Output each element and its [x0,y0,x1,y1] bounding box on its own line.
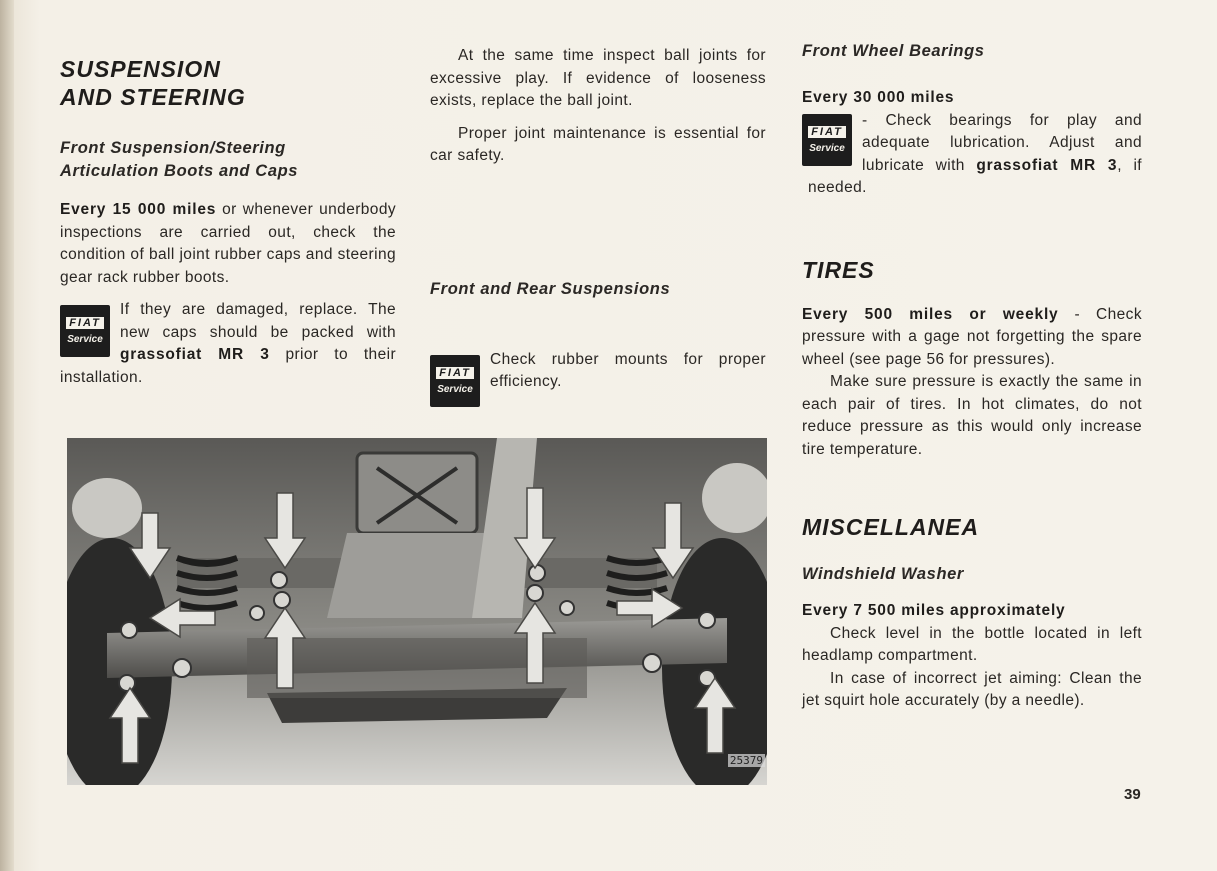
boots-check-paragraph [60,199,396,289]
fiat-service-badge [802,114,852,166]
column-middle [430,45,766,409]
interval-30000: Every 30 000 miles [802,89,955,106]
bearings-block [802,87,1142,200]
page-number: 39 [1124,786,1141,803]
washer-level-paragraph: Check level in the bottle located in left headlamp compartment. [802,624,1142,664]
product-grassofiat: grassofiat MR 3 [976,156,1118,174]
service-note-mounts [430,349,766,394]
book-spine [0,0,14,871]
caps-text-b: prior to their installation. [60,346,396,386]
tires-check-text: - Check pressure with a gage not forgetting the spare wheel (see page 56 for pressures). [802,305,1142,368]
subhead-front-rear-suspensions: Front and Rear Suspensions [430,279,671,298]
section-title-tires: TIRES [802,256,875,283]
fiat-service-badge [430,355,480,407]
mounts-check-text: Check rubber mounts for proper efficiency. [490,350,766,390]
interval-7500: Every 7 500 miles approximately [802,602,1066,619]
service-label: Service [809,142,845,154]
section-title-miscellanea: MISCELLANEA [802,514,980,540]
subhead-windshield-washer: Windshield Washer [802,565,964,583]
caps-text-a: If they are damaged, replace. The new caps should be packed with [120,301,396,341]
subhead-boots-caps [60,137,396,183]
fiat-service-badge [60,305,110,357]
washer-jet-paragraph: In case of incorrect jet aiming: Clean the jet squirt hole accurately (by a needle). [802,669,1142,709]
fiat-logo: FIAT [66,317,104,329]
fiat-logo: FIAT [808,126,846,138]
bearings-text-a: - Check bearings for play and adequate lubrication. Adjust and lubricate with [862,111,1142,174]
caps-replace-text [60,299,396,389]
product-grassofiat: grassofiat MR 3 [120,346,270,363]
tires-check-paragraph [802,304,1142,372]
tires-pressure-paragraph: Make sure pressure is exactly the same in each pair of tires. In hot climates, do not reduce pressure as this would only increase tire temperature. [802,373,1142,458]
bearings-interval-line [802,87,1142,110]
bearings-text [802,110,1142,200]
column-left [60,55,396,389]
service-label: Service [67,334,103,345]
service-note-caps [60,299,396,389]
underbody-photo [67,438,767,785]
subhead-line-1: Front Suspension/Steering [60,139,286,157]
washer-interval-line [802,600,1142,623]
interval-15000: Every 15 000 miles [60,201,217,218]
boots-check-text: or whenever underbody inspections are carried out, check the condition of ball joint rubber caps and steering gear rack rubber boots. [60,201,396,286]
underbody-illustration [67,438,767,785]
subhead-front-wheel-bearings: Front Wheel Bearings [802,42,985,60]
ball-joint-paragraph: At the same time inspect ball joints for excessive play. If evidence of looseness exists, replace the ball joint. [430,47,766,109]
interval-500: Every 500 miles or weekly [802,305,1059,323]
column-right [802,40,1142,713]
photo-reference-number: 25379 [729,754,763,767]
section-title-suspension [60,55,396,111]
fiat-logo: FIAT [436,367,474,379]
joint-maintenance-paragraph: Proper joint maintenance is essential for car safety. [430,124,766,164]
bearings-text-b: , if needed. [808,156,1143,196]
subhead-line-2: Articulation Boots and Caps [60,162,299,180]
service-label: Service [437,383,473,395]
title-line-1: SUSPENSION [60,56,221,82]
title-line-2: AND STEERING [60,84,246,110]
